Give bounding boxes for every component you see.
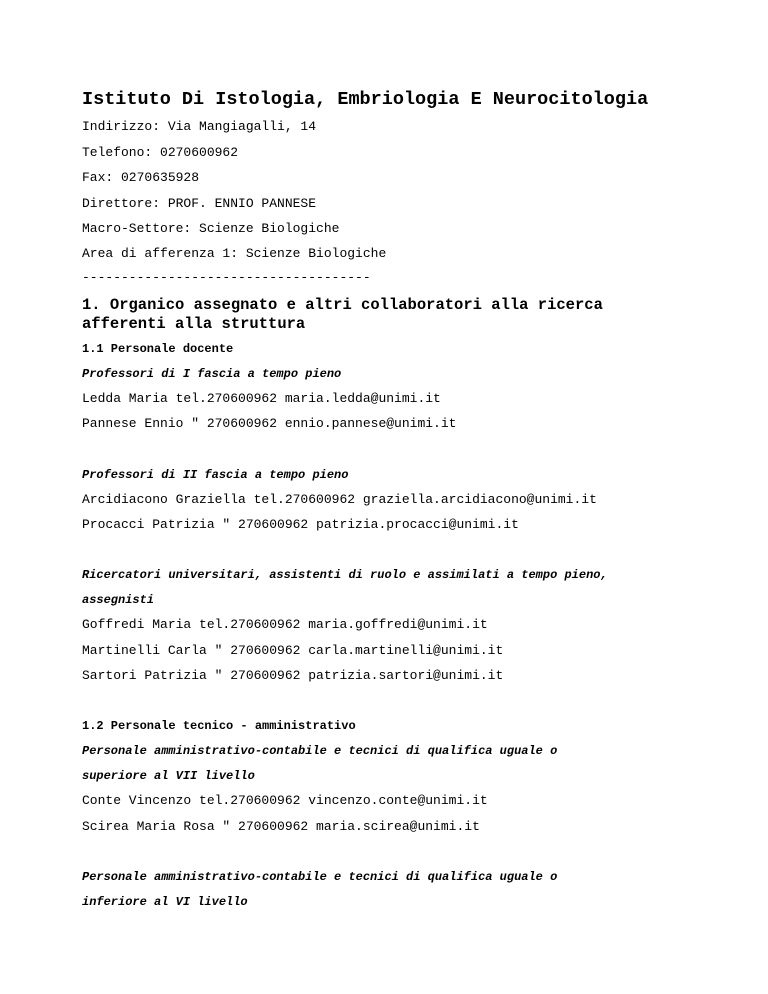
staff-row: Martinelli Carla " 270600962 carla.martinelli@unimi.it [82, 643, 504, 658]
group-researchers-heading-line2: assegnisti [82, 593, 155, 607]
staff-row: Scirea Maria Rosa " 270600962 maria.scirea@unimi.it [82, 819, 480, 834]
group-researchers-heading-line1: Ricercatori universitari, assistenti di ruolo e assimilati a tempo pieno, [82, 568, 608, 582]
group-admin-vii-heading-line2: superiore al VII livello [82, 769, 255, 783]
staff-row: Conte Vincenzo tel.270600962 vincenzo.conte@unimi.it [82, 793, 488, 808]
group-full-professors-heading: Professori di I fascia a tempo pieno [82, 367, 342, 381]
staff-row: Procacci Patrizia " 270600962 patrizia.procacci@unimi.it [82, 517, 519, 532]
group-admin-vi-heading-line2: inferiore al VI livello [82, 895, 248, 909]
info-macro-sector: Macro-Settore: Scienze Biologiche [82, 221, 340, 236]
staff-row: Ledda Maria tel.270600962 maria.ledda@unimi.it [82, 391, 441, 406]
document-title: Istituto Di Istologia, Embriologia E Neurocitologia [82, 89, 649, 110]
staff-row: Arcidiacono Graziella tel.270600962 graziella.arcidiacono@unimi.it [82, 492, 597, 507]
info-phone: Telefono: 0270600962 [82, 145, 239, 160]
staff-row: Sartori Patrizia " 270600962 patrizia.sartori@unimi.it [82, 668, 504, 683]
group-associate-professors-heading: Professori di II fascia a tempo pieno [82, 468, 349, 482]
info-address: Indirizzo: Via Mangiagalli, 14 [82, 119, 317, 134]
section-1-heading: 1. Organico assegnato e altri collaboratori alla ricerca afferenti alla struttura [82, 296, 603, 333]
info-director: Direttore: PROF. ENNIO PANNESE [82, 196, 317, 211]
info-fax: Fax: 0270635928 [82, 170, 200, 185]
section-1-1-heading: 1.1 Personale docente [82, 342, 234, 356]
info-area: Area di afferenza 1: Scienze Biologiche [82, 246, 387, 261]
staff-row: Goffredi Maria tel.270600962 maria.goffredi@unimi.it [82, 617, 488, 632]
section-1-2-heading: 1.2 Personale tecnico - amministrativo [82, 719, 356, 733]
group-admin-vi-heading-line1: Personale amministrativo-contabile e tecnici di qualifica uguale o [82, 870, 558, 884]
group-admin-vii-heading-line1: Personale amministrativo-contabile e tecnici di qualifica uguale o [82, 744, 558, 758]
staff-row: Pannese Ennio " 270600962 ennio.pannese@unimi.it [82, 416, 457, 431]
divider: ------------------------------------- [82, 270, 371, 285]
